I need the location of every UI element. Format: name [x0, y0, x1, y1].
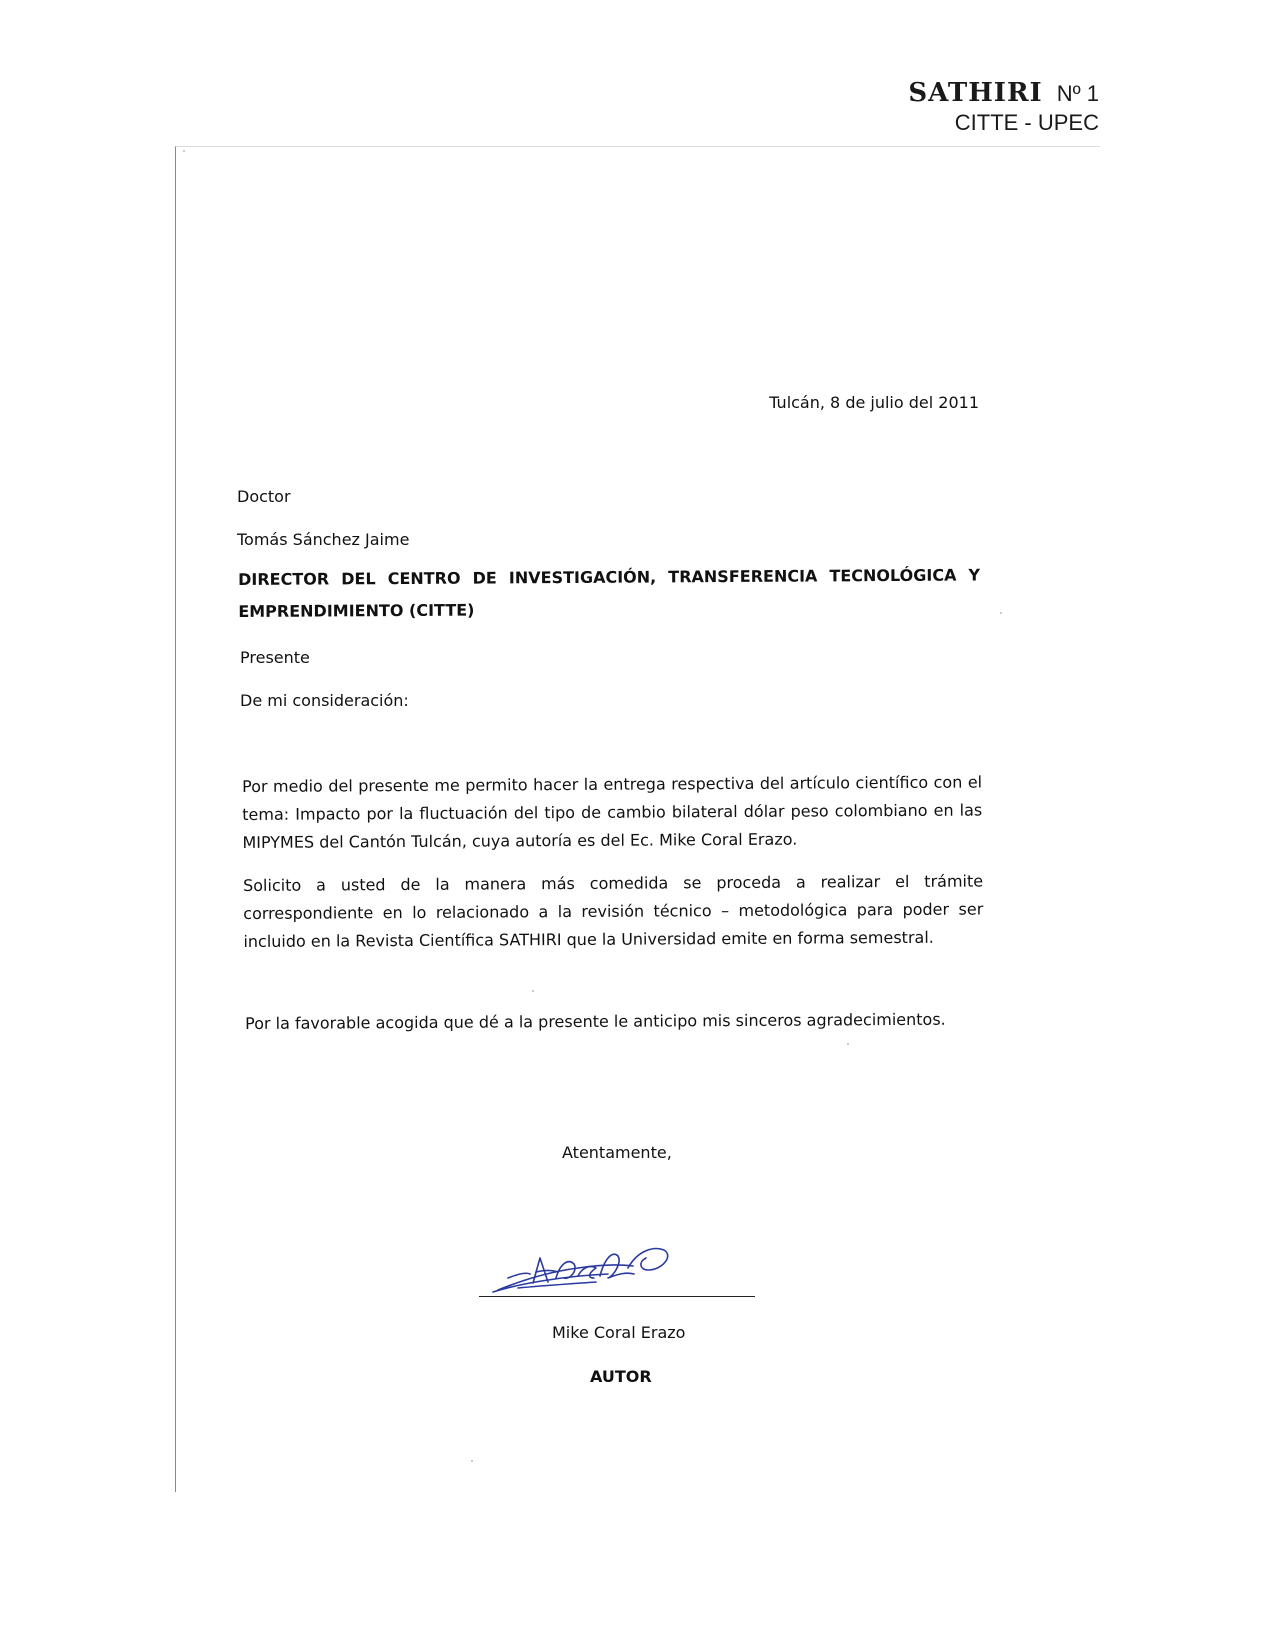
journal-title-line [908, 78, 1099, 108]
signature-line [479, 1296, 755, 1297]
scan-speck [471, 1460, 473, 1462]
issue-number: Nº 1 [1056, 81, 1099, 106]
body-paragraph-1: Por medio del presente me permito hacer la entrega respectiva del artículo científico con el tema: Impacto por la fluctuación del tipo de cambio bilateral dólar peso colombiano en las MIPYMES del Cantón Tulcán, cuya autoría es del Ec. Mike Coral Erazo. [242, 772, 983, 852]
salutation: De mi consideración: [240, 691, 409, 710]
body-paragraph-2: Solicito a usted de la manera más comedida se proceda a realizar el trámite correspondiente en lo relacionado a la revisión técnico – metodológica para poder ser incluido en la Revista Científica SATHIRI que la Universidad emite en forma semestral. [243, 871, 984, 951]
closing-farewell: Atentamente, [562, 1143, 672, 1162]
recipient-name: Tomás Sánchez Jaime [237, 530, 410, 549]
recipient-position: DIRECTOR DEL CENTRO DE INVESTIGACIÓN, TRANSFERENCIA TECNOLÓGICA Y EMPRENDIMIENTO (CITTE) [238, 565, 981, 621]
body-paragraph-3: Por la favorable acogida que dé a la presente le anticipo mis sinceros agradecimientos. [245, 1009, 946, 1033]
letter-date: Tulcán, 8 de julio del 2011 [769, 393, 979, 412]
scan-speck [847, 1043, 849, 1045]
scan-speck [1000, 612, 1002, 614]
recipient-title: Doctor [237, 487, 291, 506]
institution-label: CITTE - UPEC [954, 110, 1099, 135]
signature-icon [478, 1228, 756, 1298]
scan-speck [183, 150, 185, 152]
journal-header [908, 78, 1099, 136]
signer-role: AUTOR [590, 1367, 652, 1386]
journal-name: SATHIRI [908, 78, 1043, 108]
scan-speck [532, 990, 534, 992]
signer-name: Mike Coral Erazo [552, 1323, 686, 1342]
handwritten-signature [478, 1228, 756, 1298]
presente-line: Presente [240, 648, 310, 667]
